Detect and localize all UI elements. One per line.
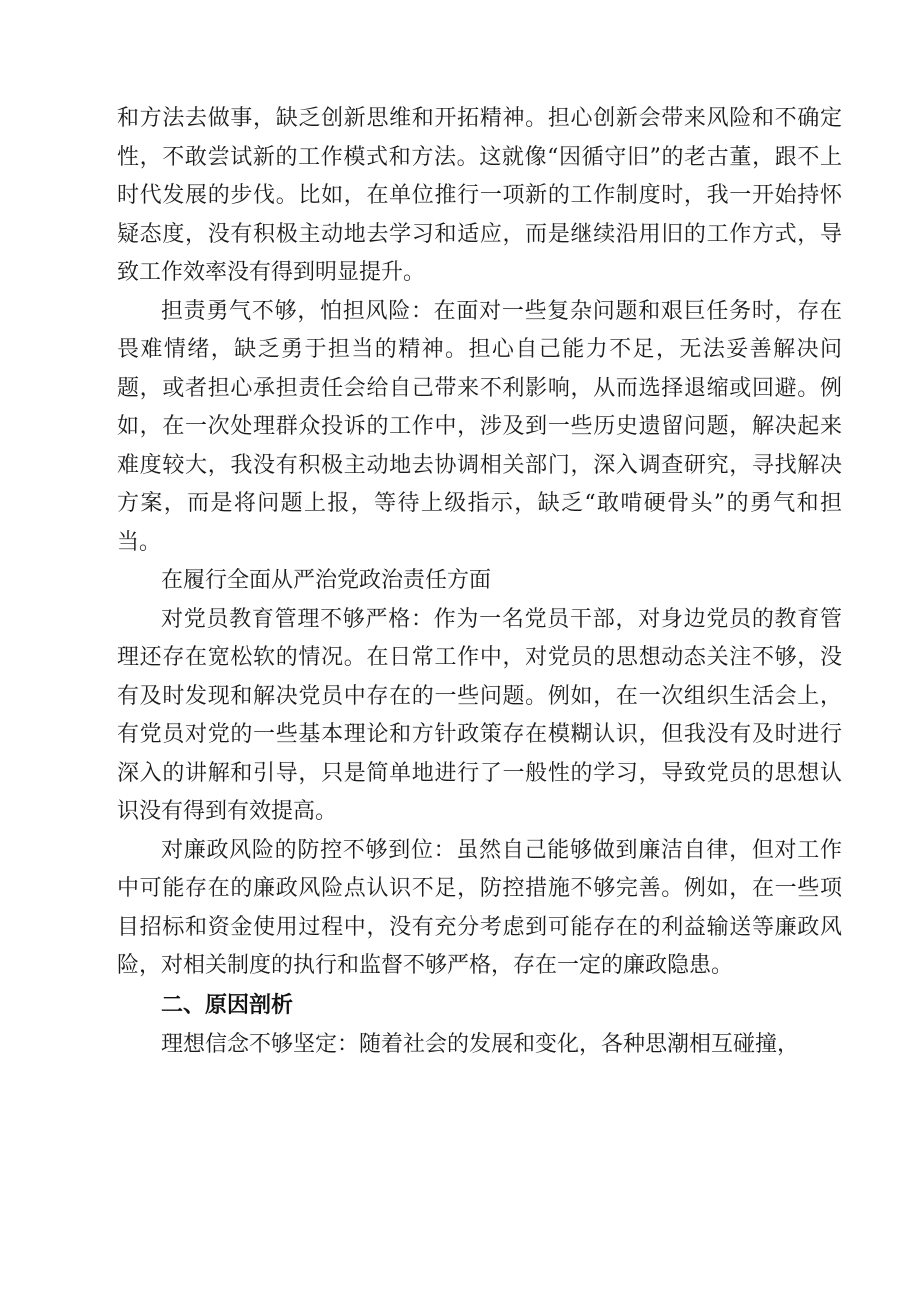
paragraph-ideals-belief: 理想信念不够坚定：随着社会的发展和变化，各种思潮相互碰撞，: [161, 1031, 800, 1057]
document-body: [117, 100, 842, 1064]
subsection-title-party-governance: 在履行全面从严治党政治责任方面: [161, 568, 492, 593]
paragraph-responsibility-courage: 担责勇气不够，怕担风险：在面对一些复杂问题和艰巨任务时，存在畏难情绪，缺乏勇于担当的精神。担心自己能力不足，无法妥善解决问题，或者担心承担责任会给自己带来不利影响，从而选择退缩或回避。例如，在一次处理群众投诉的工作中，涉及到一些历史遗留问题，解决起来难度较大，我没有积极主动地去协调相关部门，深入调查研究，寻找解决方案，而是将问题上报，等待上级指示，缺乏“敢啃硬骨头”的勇气和担当。: [117, 298, 842, 555]
paragraph-continuation: 和方法去做事，缺乏创新思维和开拓精神。担心创新会带来风险和不确定性，不敢尝试新的工作模式和方法。这就像“因循守旧”的老古董，跟不上时代发展的步伐。比如，在单位推行一项新的工作制度时，我一开始持怀疑态度，没有积极主动地去学习和适应，而是继续沿用旧的工作方式，导致工作效率没有得到明显提升。: [117, 106, 842, 285]
paragraph-integrity-risk: 对廉政风险的防控不够到位：虽然自己能够做到廉洁自律，但对工作中可能存在的廉政风险点认识不足，防控措施不够完善。例如，在一些项目招标和资金使用过程中，没有充分考虑到可能存在的利益输送等廉政风险，对相关制度的执行和监督不够严格，存在一定的廉政隐患。: [117, 837, 842, 978]
paragraph-member-education: 对党员教育管理不够严格：作为一名党员干部，对身边党员的教育管理还存在宽松软的情况。在日常工作中，对党员的思想动态关注不够，没有及时发现和解决党员中存在的一些问题。例如，在一次组织生活会上，有党员对党的一些基本理论和方针政策存在模糊认识，但我没有及时进行深入的讲解和引导，只是简单地进行了一般性的学习，导致党员的思想认识没有得到有效提高。: [117, 606, 842, 824]
section-heading-cause-analysis: 二、原因剖析: [161, 992, 294, 1018]
